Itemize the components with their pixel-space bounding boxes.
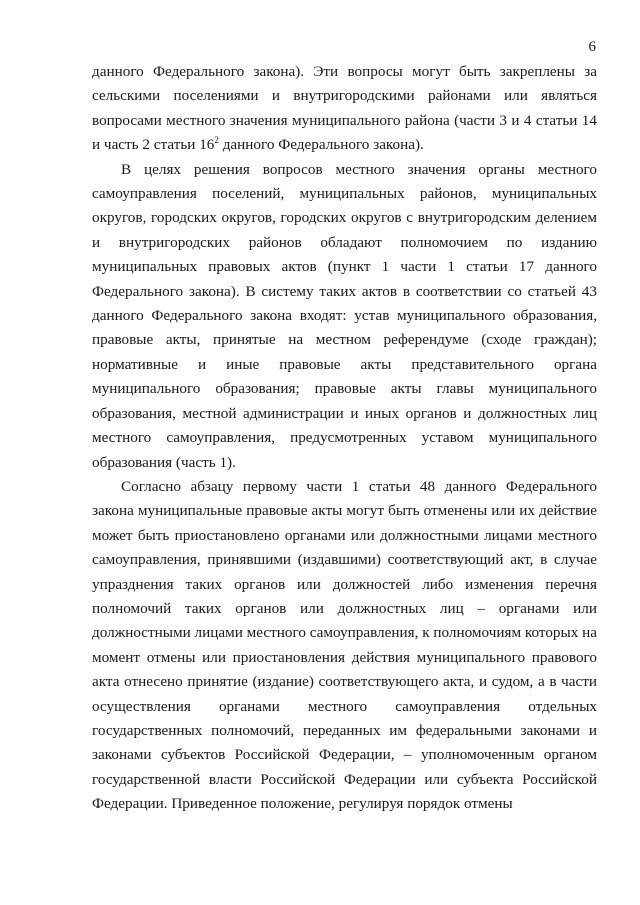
paragraph-2: В целях решения вопросов местного значения органы местного самоуправления поселений, муниципальных районов, муниципальных округов, городских округов, городских округов с внутригородским делением и внутригородских районов обладают полномочием по изданию муниципальных правовых актов (пункт 1 части 1 статьи 17 данного Федерального закона). В систему таких актов в соответствии со статьей 43 данного Федерального закона входят: устав муниципального образования, правовые акты, принятые на местном референдуме (сходе граждан); нормативные и иные правовые акты представительного органа муниципального образования; правовые акты главы муниципального образования, местной администрации и иных органов и должностных лиц местного самоуправления, предусмотренных уставом муниципального образования (часть 1). xyxy=(92,160,597,471)
paragraph-1-text-start: данного Федерального закона). Эти вопросы могут быть закреплены за сельскими поселениями и внутригородскими районами или являться вопросами местного значения муниципального района (части 3 и 4 статьи 14 и часть 2 статьи 16 xyxy=(92,63,597,154)
page-number: 6 xyxy=(588,39,596,55)
article-superscript: 2 xyxy=(214,135,219,146)
paragraph-3: Согласно абзацу первому части 1 статьи 48 данного Федерального закона муниципальные правовые акты могут быть отменены или их действие может быть приостановлено органами или должностными лицами местного самоуправления, принявшими (издавшими) соответствующий акт, в случае упразднения таких органов или должностей либо изменения перечня полномочий таких органов или должностных лиц – органами или должностными лицами местного самоуправления, к полномочиям которых на момент отмены или приостановления действия муниципального правового акта отнесено принятие (издание) соответствующего акта, и судом, а в части осуществления органами местного самоуправления отдельных государственных полномочий, переданных им федеральными законами и законами субъектов Российской Федерации, – уполномоченным органом государственной власти Российской Федерации или субъекта Российской Федерации. Приведенное положение, регулируя порядок отмены xyxy=(92,477,597,813)
paragraph-1-continuation xyxy=(92,60,597,158)
paragraph-1-text-end: данного Федерального закона). xyxy=(218,136,424,154)
body-text xyxy=(92,60,597,817)
